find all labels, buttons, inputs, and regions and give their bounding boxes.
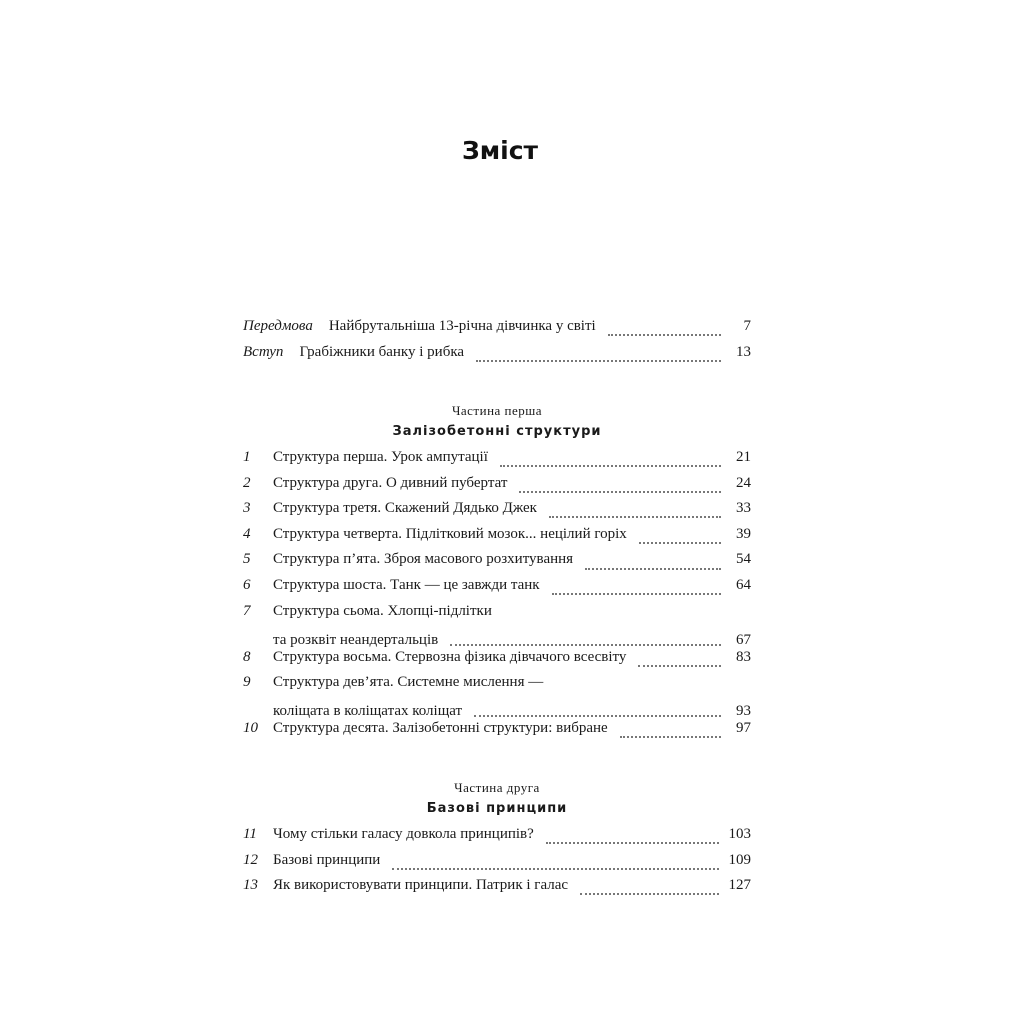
chapter-title: Структура третя. Скажений Дядько Джек — [273, 500, 537, 517]
dot-leader — [476, 359, 721, 362]
chapter-page: 83 — [736, 648, 751, 665]
toc-entry-chapter-13[interactable] — [243, 877, 751, 903]
chapter-title: Структура восьма. Стервозна фізика дівчачого всесвіту — [273, 648, 627, 665]
chapter-page: 127 — [728, 877, 751, 894]
toc-entry-intro[interactable] — [243, 344, 751, 370]
part-one-header — [243, 403, 751, 439]
toc-entry-chapter-7[interactable] — [243, 603, 751, 649]
chapter-title-block — [273, 674, 751, 720]
chapter-title: Структура шоста. Танк — це завжди танк — [273, 576, 540, 593]
chapter-title: Базові принципи — [273, 851, 381, 868]
chapter-number: 10 — [243, 720, 258, 737]
chapter-title-line2: та розквіт неандертальців — [273, 631, 439, 648]
part-title: Базові принципи — [426, 801, 568, 816]
chapter-number: 11 — [243, 826, 257, 842]
chapter-number: 9 — [243, 674, 251, 691]
chapter-number: 2 — [243, 474, 251, 491]
toc-entry-chapter-10[interactable] — [243, 720, 751, 746]
dot-leader — [585, 567, 721, 570]
toc-entry-chapter-4[interactable] — [243, 526, 751, 552]
chapter-number: 12 — [243, 851, 258, 868]
dot-leader — [450, 643, 721, 646]
chapter-number: 4 — [243, 525, 251, 542]
toc-entry-foreword[interactable] — [243, 318, 751, 344]
dot-leader — [639, 541, 721, 544]
entry-title: Грабіжники банку і рибка — [299, 343, 465, 360]
dot-leader — [552, 592, 721, 595]
chapter-title: Чому стільки галасу довкола принципів? — [273, 826, 534, 842]
chapter-page: 33 — [736, 500, 751, 517]
dot-leader — [608, 333, 721, 336]
chapter-title: Структура дев’ята. Системне мислення — — [273, 674, 544, 691]
chapter-page: 109 — [728, 851, 751, 868]
chapter-title-line2: коліщата в коліщатах коліщат — [273, 703, 463, 720]
chapter-title: Як використовувати принципи. Патрик і галас — [273, 877, 569, 894]
chapter-page: 67 — [736, 631, 751, 648]
toc-entry-chapter-5[interactable] — [243, 551, 751, 577]
toc-entry-chapter-9[interactable] — [243, 674, 751, 720]
chapter-page: 54 — [736, 551, 751, 568]
dot-leader — [500, 464, 721, 467]
chapter-number: 8 — [243, 648, 251, 665]
chapter-page: 21 — [736, 449, 751, 465]
chapter-number: 13 — [243, 877, 258, 894]
toc-entry-chapter-12[interactable] — [243, 852, 751, 878]
chapter-title-line2-row — [273, 632, 751, 649]
dot-leader — [392, 867, 718, 870]
chapter-page: 103 — [728, 826, 751, 842]
chapter-page: 64 — [736, 576, 751, 593]
toc-entry-chapter-2[interactable] — [243, 475, 751, 501]
entry-title: Найбрутальніша 13-річна дівчинка у світі — [328, 318, 596, 334]
dot-leader — [519, 490, 721, 493]
entry-lead: Передмова — [243, 318, 313, 334]
chapter-number: 7 — [243, 602, 251, 619]
chapter-title: Структура п’ята. Зброя масового розхитування — [273, 551, 574, 568]
dot-leader — [620, 735, 721, 738]
dot-leader — [474, 714, 721, 717]
toc-entry-chapter-6[interactable] — [243, 577, 751, 603]
chapter-number: 6 — [243, 576, 251, 593]
chapter-title: Структура перша. Урок ампутації — [273, 449, 488, 465]
chapter-page: 97 — [736, 720, 751, 737]
part-label: Частина перша — [451, 403, 543, 418]
chapter-number: 1 — [243, 449, 251, 465]
part-two-header — [243, 780, 751, 816]
part-two-chapters — [243, 826, 751, 903]
chapter-page: 93 — [736, 703, 751, 720]
part-title: Залізобетонні структури — [392, 424, 602, 439]
chapter-title-block — [273, 603, 751, 649]
dot-leader — [580, 892, 718, 895]
entry-page: 7 — [743, 318, 751, 334]
part-label: Частина друга — [454, 780, 540, 795]
toc-entry-chapter-3[interactable] — [243, 500, 751, 526]
dot-leader — [549, 515, 721, 518]
chapter-title: Структура сьома. Хлопці-підлітки — [273, 602, 492, 619]
part-one-chapters — [243, 449, 751, 746]
toc-entry-chapter-11[interactable] — [243, 826, 751, 852]
chapter-page: 24 — [736, 474, 751, 491]
chapter-number: 3 — [243, 500, 251, 517]
chapter-title: Структура четверта. Підлітковий мозок... нецілий горіх — [273, 525, 627, 542]
front-matter-list — [243, 318, 751, 369]
entry-page: 13 — [736, 343, 751, 360]
chapter-page: 39 — [736, 525, 751, 542]
chapter-title: Структура друга. О дивний пубертат — [273, 474, 508, 491]
entry-lead: Вступ — [243, 343, 284, 360]
dot-leader — [546, 841, 719, 844]
page-title: Зміст — [461, 136, 539, 165]
toc-entry-chapter-1[interactable] — [243, 449, 751, 475]
chapter-title-line2-row — [273, 703, 751, 720]
chapter-number: 5 — [243, 551, 251, 568]
toc-entry-chapter-8[interactable] — [243, 649, 751, 675]
dot-leader — [638, 664, 721, 667]
chapter-title: Структура десята. Залізобетонні структури: вибране — [273, 720, 608, 737]
